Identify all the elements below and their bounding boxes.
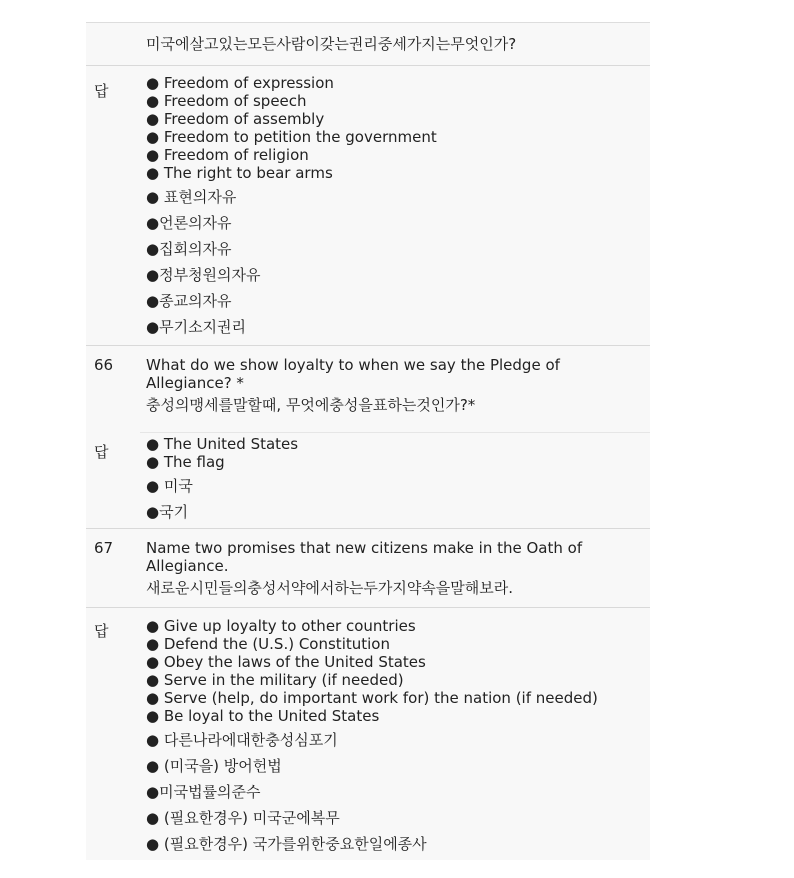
- question-text-korean: 충성의맹세를말할때, 무엇에충성을표하는것인가?*: [146, 396, 476, 414]
- answer-item: ● Give up loyalty to other countries: [146, 617, 416, 635]
- answer-item-korean: ● (필요한경우) 국가를위한중요한일에종사: [146, 835, 427, 853]
- question-number: 67: [94, 539, 114, 557]
- answer-label: 답: [94, 82, 109, 100]
- answer-item-korean: ●국기: [146, 503, 189, 521]
- question-row: [86, 529, 650, 608]
- answer-item: ● Freedom of assembly: [146, 110, 325, 128]
- answer-item: ● Freedom of speech: [146, 92, 307, 110]
- answer-label: 답: [94, 443, 109, 461]
- answer-item-korean: ● 다른나라에대한충성심포기: [146, 731, 338, 749]
- answer-item: ● Obey the laws of the United States: [146, 653, 426, 671]
- answer-item-korean: ● 표현의자유: [146, 188, 237, 206]
- question-text: What do we show loyalty to when we say the Pledge of: [146, 356, 560, 374]
- qa-table: [86, 22, 650, 860]
- answer-item: ● The right to bear arms: [146, 164, 333, 182]
- answer-row: [86, 433, 650, 529]
- answer-item-korean: ●집회의자유: [146, 240, 232, 258]
- question-text-korean: 새로운시민들의충성서약에서하는두가지약속을말해보라.: [146, 579, 514, 597]
- answer-item: ● The flag: [146, 453, 225, 471]
- answer-item-korean: ● (필요한경우) 미국군에복무: [146, 809, 340, 827]
- question-number: 66: [94, 356, 114, 374]
- answer-row: [86, 66, 650, 346]
- answer-item-korean: ●무기소지권리: [146, 318, 247, 336]
- answer-item: ● The United States: [146, 435, 299, 453]
- question-row: [86, 23, 650, 66]
- answer-item-korean: ●언론의자유: [146, 214, 232, 232]
- answer-item: ● Freedom of expression: [146, 74, 334, 92]
- question-text: Name two promises that new citizens make in the Oath of: [146, 539, 583, 557]
- question-text: Allegiance? *: [146, 374, 244, 392]
- question-text: Allegiance.: [146, 557, 229, 575]
- answer-item: ● Serve (help, do important work for) the nation (if needed): [146, 689, 598, 707]
- answer-item: ● Be loyal to the United States: [146, 707, 380, 725]
- answer-item-korean: ● 미국: [146, 477, 193, 495]
- answer-item: ● Freedom to petition the government: [146, 128, 437, 146]
- answer-item-korean: ●미국법률의준수: [146, 783, 261, 801]
- answer-item: ● Defend the (U.S.) Constitution: [146, 635, 390, 653]
- question-row: [86, 346, 650, 432]
- answer-row: [86, 608, 650, 860]
- question-text: 미국에살고있는모든사람이갖는권리중세가지는무엇인가?: [146, 35, 517, 53]
- answer-item-korean: ● (미국을) 방어헌법: [146, 757, 282, 775]
- answer-label: 답: [94, 622, 109, 640]
- answer-item-korean: ●정부청원의자유: [146, 266, 261, 284]
- answer-item-korean: ●종교의자유: [146, 292, 232, 310]
- answer-item: ● Freedom of religion: [146, 146, 309, 164]
- answer-item: ● Serve in the military (if needed): [146, 671, 404, 689]
